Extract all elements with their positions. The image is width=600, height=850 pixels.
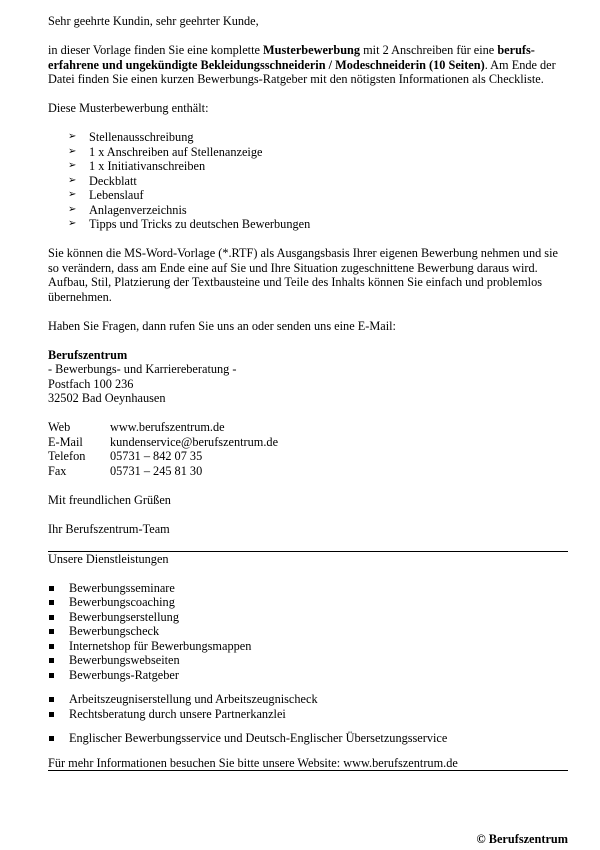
square-bullet-icon [49, 658, 54, 663]
arrow-bullet-icon: ➢ [68, 131, 77, 142]
questions-line: Haben Sie Fragen, dann rufen Sie uns an oder senden uns eine E-Mail: [48, 318, 396, 333]
contact-row-phone: Telefon 05731 – 842 07 35 [48, 449, 203, 463]
square-bullet-icon [49, 615, 54, 620]
list-item: Bewerbungsseminare [48, 581, 568, 596]
square-bullet-icon [49, 736, 54, 741]
square-bullet-icon [49, 586, 54, 591]
city: 32502 Bad Oeynhausen [48, 391, 166, 405]
arrow-bullet-icon: ➢ [68, 218, 77, 229]
list-item: ➢ 1 x Anschreiben auf Stellenanzeige [68, 144, 263, 159]
intro-text-2: mit 2 Anschreiben für eine [360, 43, 498, 57]
web-link[interactable]: www.berufszentrum.de [110, 420, 225, 434]
postbox: Postfach 100 236 [48, 376, 134, 391]
list-item: ➢ Lebenslauf [68, 188, 144, 202]
square-bullet-icon [49, 712, 54, 717]
list-item: ➢ Anlagenverzeichnis [68, 202, 187, 217]
services-list-3 [48, 731, 568, 746]
closing: Mit freundlichen Grüßen [48, 492, 171, 507]
list-item: Arbeitszeugniserstellung und Arbeitszeugnischeck [48, 692, 568, 707]
arrow-bullet-icon: ➢ [68, 145, 77, 157]
square-bullet-icon [49, 629, 54, 634]
contact-row-fax: Fax 05731 – 245 81 30 [48, 463, 203, 478]
list-item: ➢ Deckblatt [68, 173, 137, 188]
greeting: Sehr geehrte Kundin, sehr geehrter Kunde, [48, 14, 259, 28]
contact-row-web: Web www.berufszentrum.de [48, 420, 225, 434]
intro-paragraph [48, 43, 568, 87]
copyright: © Berufszentrum [476, 832, 568, 846]
services-list-2 [48, 692, 568, 721]
square-bullet-icon [49, 600, 54, 605]
usage-paragraph: Sie können die MS-Word-Vorlage (*.RTF) als Ausgangsbasis Ihrer eigenen Bewerbung nehmen und sie so verändern, dass am Ende eine auf Sie und Ihre Situation zugeschnittene Bewerbung daraus wird. Aufbau, Stil, Platzierung der Textbausteine und Teile des Inhalts können Sie einfach und problemlos übernehmen. [48, 246, 558, 304]
intro-text-3: . Am Ende der Datei finden Sie einen kurzen Bewerbungs-Ratgeber mit den nötigsten Informationen als Checkliste. [48, 57, 556, 86]
contains-list [48, 130, 568, 232]
signature: Ihr Berufszentrum-Team [48, 521, 170, 536]
services-heading: Unsere Dienstleistungen [48, 551, 169, 566]
contact-row-email: E-Mail kundenservice@berufszentrum.de [48, 434, 279, 449]
intro-bold-2: berufs-erfahrene und ungekündigte Bekleidungsschneiderin / Modeschneiderin (10 Seiten) [48, 43, 535, 72]
divider [48, 770, 568, 771]
list-item: Englischer Bewerbungsservice und Deutsch-Englischer Übersetzungsservice [48, 731, 568, 746]
square-bullet-icon [49, 644, 54, 649]
list-item: Bewerbungscheck [48, 624, 568, 639]
list-item: Rechtsberatung durch unsere Partnerkanzlei [48, 707, 568, 722]
arrow-bullet-icon: ➢ [68, 203, 77, 215]
contains-heading: Diese Musterbewerbung enthält: [48, 101, 209, 115]
square-bullet-icon [49, 697, 54, 702]
more-info-line: Für mehr Informationen besuchen Sie bitte unsere Website: www.berufszentrum.de [48, 755, 458, 770]
services-list-1 [48, 581, 568, 683]
arrow-bullet-icon: ➢ [68, 160, 77, 171]
address-block [48, 348, 568, 406]
list-item: Internetshop für Bewerbungsmappen [48, 639, 568, 654]
list-item: Bewerbungscoaching [48, 595, 568, 610]
intro-bold-1: Musterbewerbung [263, 43, 361, 57]
arrow-bullet-icon: ➢ [68, 174, 77, 186]
arrow-bullet-icon: ➢ [68, 189, 77, 200]
list-item: ➢ 1 x Initiativanschreiben [68, 159, 206, 173]
list-item: ➢ Stellenausschreibung [68, 130, 194, 144]
intro-text-1: in dieser Vorlage finden Sie eine komplette [48, 43, 264, 57]
list-item: Bewerbungserstellung [48, 610, 568, 625]
list-item: Bewerbungs-Ratgeber [48, 668, 568, 683]
contact-block [48, 420, 568, 478]
document-page [48, 14, 568, 771]
company-tagline: - Bewerbungs- und Karriereberatung - [48, 362, 237, 376]
square-bullet-icon [49, 673, 54, 678]
email-link[interactable]: kundenservice@berufszentrum.de [110, 434, 279, 449]
list-item: ➢ Tipps und Tricks zu deutschen Bewerbungen [68, 217, 311, 231]
company-name: Berufszentrum [48, 347, 128, 362]
list-item: Bewerbungswebseiten [48, 653, 568, 668]
